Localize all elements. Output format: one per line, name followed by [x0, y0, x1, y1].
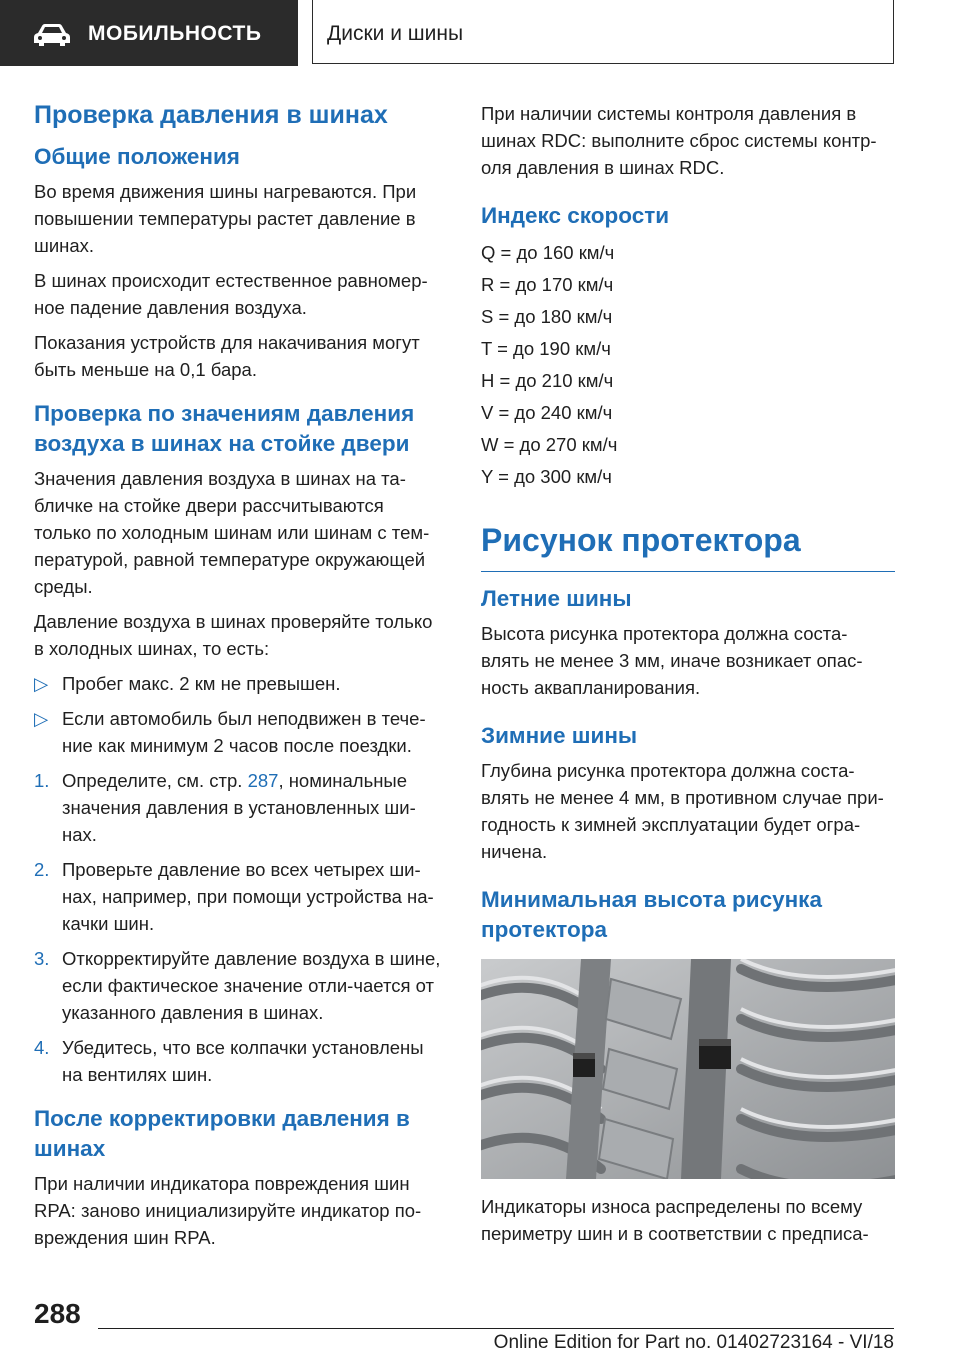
left-column [34, 100, 444, 1259]
section-title: МОБИЛЬНОСТЬ [88, 22, 262, 45]
winter-paragraph: Глубина рисунка протектора должна соста-влять не менее 4 мм, в противном случае при-годность к зимней эксплуатации будет огра-ничена. [481, 760, 884, 862]
page-title: Проверка давления в шинах [34, 101, 388, 129]
rdc-paragraph: При наличии системы контроля давления в шинах RDC: выполните сброс системы контр-оля давления в шинах RDC. [481, 103, 877, 178]
tread-title: Рисунок протектора [481, 519, 895, 572]
wear-paragraph: Индикаторы износа распределены по всему периметру шин и в соответствии с предписа- [481, 1196, 869, 1244]
speed-list [481, 237, 895, 493]
footer-divider [98, 1328, 894, 1329]
door-paragraph-1: Значения давления воздуха в шинах на та-бличке на стойке двери рассчитываются только по холодным шинам или шинам с тем-пературой, равной температуре окружающей среды. [34, 468, 430, 597]
speed-item: R = до 170 км/ч [481, 274, 614, 295]
general-heading: Общие положения [34, 144, 240, 169]
winter-heading: Зимние шины [481, 723, 638, 748]
car-icon [32, 23, 72, 47]
list-item: ▷ Если автомобиль был неподвижен в тече-ние как минимум 2 часов после поездки. [34, 705, 444, 759]
speed-item: V = до 240 км/ч [481, 402, 613, 423]
tread-wear-indicator-image [481, 959, 895, 1179]
summer-paragraph: Высота рисунка протектора должна соста-влять не менее 3 мм, иначе возникает опас-ность аквапланирования. [481, 623, 863, 698]
page-number: 288 [34, 1298, 81, 1329]
subsection-title: Диски и шины [327, 22, 464, 45]
step-number: 4. [34, 1037, 50, 1058]
speed-item: Y = до 300 км/ч [481, 466, 612, 487]
summer-heading: Летние шины [481, 586, 632, 611]
step-item: 3. Откорректируйте давление воздуха в шине, если фактическое значение отли-чается от указанного давления в шинах. [34, 945, 444, 1026]
section-tab [0, 0, 298, 66]
door-heading: Проверка по значениям давления воздуха в шинах на стойке двери [34, 401, 415, 456]
door-paragraph-2: Давление воздуха в шинах проверяйте только в холодных шинах, то есть: [34, 611, 433, 659]
step-item: 4. Убедитесь, что все колпачки установлены на вентилях шин. [34, 1034, 444, 1088]
page-footer [0, 1290, 960, 1362]
step-number: 3. [34, 948, 50, 969]
general-paragraph-1: Во время движения шины нагреваются. При повышении температуры растет давление в шинах. [34, 181, 417, 256]
triangle-bullet-icon: ▷ [34, 708, 49, 729]
general-paragraph-3: Показания устройств для накачивания могут быть меньше на 0,1 бара. [34, 332, 420, 380]
step-number: 2. [34, 859, 50, 880]
steps-list [34, 767, 444, 1088]
speed-item: S = до 180 км/ч [481, 306, 613, 327]
condition-list [34, 670, 444, 759]
general-paragraph-2: В шинах происходит естественное равномер-ное падение давления воздуха. [34, 270, 428, 318]
triangle-bullet-icon: ▷ [34, 673, 49, 694]
min-tread-heading: Минимальная высота рисунка протектора [481, 887, 822, 942]
after-paragraph: При наличии индикатора повреждения шин RPA: заново инициализируйте индикатор по-вреждения шин RPA. [34, 1173, 422, 1248]
right-column [481, 100, 895, 1255]
page-header [0, 0, 960, 66]
speed-item: T = до 190 км/ч [481, 338, 611, 359]
speed-item: Q = до 160 км/ч [481, 242, 615, 263]
step-number: 1. [34, 770, 50, 791]
list-item: ▷ Пробег макс. 2 км не превышен. [34, 670, 444, 697]
speed-item: H = до 210 км/ч [481, 370, 614, 391]
step-item: 2. Проверьте давление во всех четырех ши-нах, например, при помощи устройства на-качки шин. [34, 856, 444, 937]
step-item: 1. Определите, см. стр. 287, номинальные значения давления в установленных ши-нах. [34, 767, 444, 848]
after-heading: После корректировки давления в шинах [34, 1106, 410, 1161]
edition-label: Online Edition for Part no. 01402723164 - VI/18 [493, 1332, 894, 1353]
page-link[interactable]: 287 [247, 770, 279, 791]
speed-heading: Индекс скорости [481, 203, 670, 228]
speed-item: W = до 270 км/ч [481, 434, 618, 455]
subsection-tab [312, 0, 894, 64]
